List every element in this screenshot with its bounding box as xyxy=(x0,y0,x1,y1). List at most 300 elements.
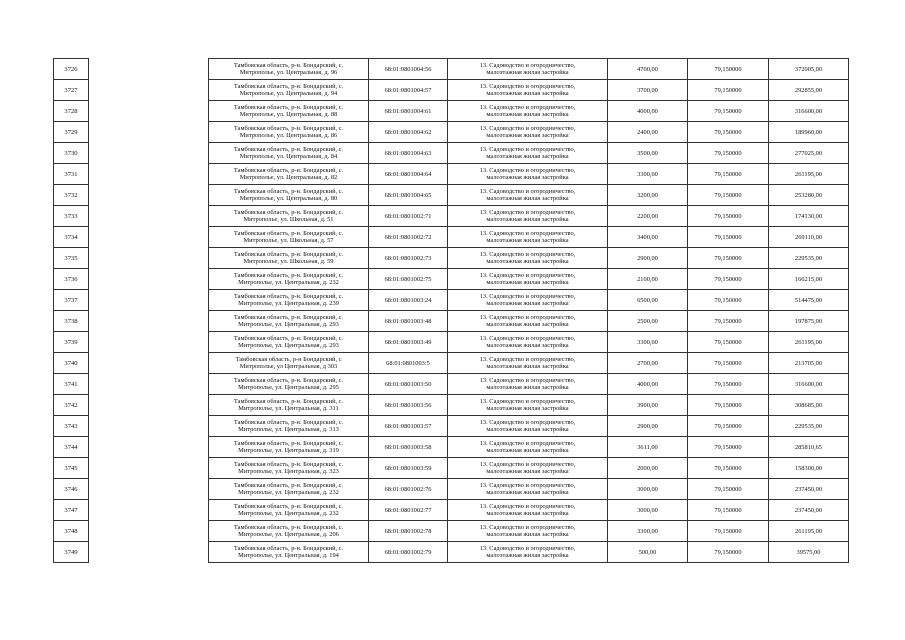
land-use-cell-text: 13. Садоводство и огородничество, xyxy=(479,251,576,258)
land-use-cell-text: малоэтажная жилая застройка xyxy=(486,90,569,97)
land-use-cell-text: 13. Садоводство и огородничество, xyxy=(479,482,576,489)
row-number-cell-text: 3736 xyxy=(64,275,78,283)
land-use-cell xyxy=(448,101,608,122)
rate-cell xyxy=(688,101,769,122)
area-cell-text: 2900,00 xyxy=(637,254,658,262)
cadastral-number-cell xyxy=(369,437,448,458)
land-use-cell-text: 13. Садоводство и огородничество, xyxy=(479,398,576,405)
address-cell-text: Тамбовская область, р-н. Бондарский, с. xyxy=(233,419,344,426)
row-number-row xyxy=(54,311,89,332)
rate-cell xyxy=(688,416,769,437)
cadastral-value-cell xyxy=(769,542,849,563)
area-cell xyxy=(608,353,688,374)
table-row xyxy=(209,101,849,122)
land-use-cell xyxy=(448,395,608,416)
land-use-cell-text: малоэтажная жилая застройка xyxy=(486,489,569,496)
rate-cell-text: 79,150000 xyxy=(714,380,742,388)
area-cell xyxy=(608,290,688,311)
cadastral-number-cell xyxy=(369,59,448,80)
cadastral-value-cell-text: 261195,00 xyxy=(795,527,822,535)
land-use-cell xyxy=(448,143,608,164)
address-cell xyxy=(209,479,369,500)
land-use-cell-text: малоэтажная жилая застройка xyxy=(486,216,569,223)
address-cell xyxy=(209,332,369,353)
row-number-cell-text: 3747 xyxy=(64,506,78,514)
area-cell xyxy=(608,437,688,458)
land-use-cell xyxy=(448,269,608,290)
area-cell-text: 3611,00 xyxy=(637,443,658,451)
land-use-cell xyxy=(448,248,608,269)
address-cell-text: Митрополье, ул Центральная, д 303 xyxy=(239,363,338,370)
cadastral-value-cell xyxy=(769,311,849,332)
cadastral-value-cell xyxy=(769,59,849,80)
row-number-cell xyxy=(54,101,89,122)
row-number-cell xyxy=(54,122,89,143)
row-number-cell xyxy=(54,458,89,479)
address-cell-text: Митрополье, ул. Центральная, д. 232 xyxy=(238,279,339,286)
table-row xyxy=(209,80,849,101)
address-cell-text: Митрополье, ул. Центральная, д. 206 xyxy=(238,531,339,538)
area-cell xyxy=(608,416,688,437)
land-use-cell xyxy=(448,353,608,374)
area-cell-text: 4700,00 xyxy=(637,65,658,73)
land-use-cell xyxy=(448,59,608,80)
cadastral-value-cell xyxy=(769,164,849,185)
row-number-row xyxy=(54,500,89,521)
row-number-cell-text: 3733 xyxy=(64,212,78,220)
cadastral-value-cell xyxy=(769,458,849,479)
area-cell xyxy=(608,374,688,395)
table-row xyxy=(209,185,849,206)
cadastral-value-cell-text: 213705,00 xyxy=(794,359,823,367)
rate-cell xyxy=(688,164,769,185)
row-number-cell-text: 3730 xyxy=(64,149,78,157)
cadastral-value-cell xyxy=(769,122,849,143)
address-cell xyxy=(209,542,369,563)
table-row xyxy=(209,59,849,80)
row-number-cell xyxy=(54,248,89,269)
row-number-cell-text: 3749 xyxy=(64,548,78,556)
cadastral-value-cell-text: 166215,00 xyxy=(794,275,823,283)
row-number-row xyxy=(54,164,89,185)
cadastral-value-cell-text: 316600,00 xyxy=(794,107,823,115)
area-cell-text: 500,00 xyxy=(638,548,657,556)
row-number-cell-text: 3741 xyxy=(64,380,78,388)
row-number-cell xyxy=(54,206,89,227)
area-cell xyxy=(608,458,688,479)
address-cell xyxy=(209,59,369,80)
cadastral-number-cell-text: 68:01:0801003:50 xyxy=(384,380,432,388)
address-cell-text: Митрополье, ул. Центральная, д. 80 xyxy=(239,195,338,202)
rate-cell xyxy=(688,458,769,479)
land-use-cell xyxy=(448,521,608,542)
land-use-cell xyxy=(448,185,608,206)
address-cell-text: Тамбовская область, р-н. Бондарский, с. xyxy=(233,230,344,237)
row-number-row xyxy=(54,521,89,542)
cadastral-number-cell-text: 68:01:0801004:61 xyxy=(384,107,432,115)
row-number-row xyxy=(54,332,89,353)
row-number-cell xyxy=(54,80,89,101)
address-cell-text: Митрополье, ул. Центральная, д. 295 xyxy=(238,384,339,391)
address-cell xyxy=(209,185,369,206)
land-use-cell-text: малоэтажная жилая застройка xyxy=(486,552,569,559)
cadastral-value-cell xyxy=(769,374,849,395)
address-cell-text: Тамбовская область, р-н. Бондарский, с. xyxy=(233,146,344,153)
area-cell-text: 2100,00 xyxy=(637,275,658,283)
land-use-cell xyxy=(448,290,608,311)
rate-cell xyxy=(688,80,769,101)
cadastral-value-cell-text: 237450,00 xyxy=(794,485,823,493)
cadastral-number-cell-text: 68:01:0801003:56 xyxy=(384,401,432,409)
address-cell xyxy=(209,311,369,332)
land-use-cell xyxy=(448,374,608,395)
rate-cell-text: 79,150000 xyxy=(714,359,742,367)
land-use-cell-text: малоэтажная жилая застройка xyxy=(486,342,569,349)
rate-cell-text: 79,150000 xyxy=(714,254,742,262)
row-number-cell-text: 3732 xyxy=(64,191,78,199)
cadastral-value-cell xyxy=(769,416,849,437)
row-number-cell xyxy=(54,143,89,164)
land-use-cell-text: малоэтажная жилая застройка xyxy=(486,321,569,328)
area-cell xyxy=(608,269,688,290)
area-cell-text: 2500,00 xyxy=(637,317,658,325)
land-use-cell xyxy=(448,206,608,227)
cadastral-number-cell-text: 68:01:0801002:73 xyxy=(384,254,432,262)
cadastral-number-cell-text: 68:01:0801003:58 xyxy=(384,443,432,451)
row-number-row xyxy=(54,290,89,311)
row-number-row xyxy=(54,59,89,80)
area-cell-text: 2000,00 xyxy=(637,464,658,472)
area-cell-text: 3000,00 xyxy=(637,506,658,514)
address-cell-text: Тамбовская область, р-н. Бондарский, с. xyxy=(233,524,344,531)
row-number-row xyxy=(54,101,89,122)
land-use-cell-text: малоэтажная жилая застройка xyxy=(486,132,569,139)
area-cell-text: 3500,00 xyxy=(637,149,658,157)
row-number-cell-text: 3738 xyxy=(64,317,78,325)
cadastral-number-cell xyxy=(369,248,448,269)
row-number-cell-text: 3735 xyxy=(64,254,78,262)
address-cell xyxy=(209,143,369,164)
cadastral-number-cell-text: 68:01:0801003:49 xyxy=(384,338,432,346)
table-row xyxy=(209,227,849,248)
cadastral-number-cell-text: 68:01:0801002:75 xyxy=(384,275,432,283)
rate-cell xyxy=(688,269,769,290)
land-use-cell-text: малоэтажная жилая застройка xyxy=(486,300,569,307)
table-row xyxy=(209,416,849,437)
table-row xyxy=(209,542,849,563)
cadastral-value-cell-text: 158300,00 xyxy=(794,464,823,472)
cadastral-value-cell-text: 514475,00 xyxy=(794,296,823,304)
area-cell xyxy=(608,101,688,122)
rate-cell-text: 79,150000 xyxy=(714,422,742,430)
land-use-cell xyxy=(448,311,608,332)
rate-cell-text: 79,150000 xyxy=(714,212,742,220)
cadastral-value-cell-text: 372005,00 xyxy=(794,65,823,73)
land-use-cell-text: 13. Садоводство и огородничество, xyxy=(479,335,576,342)
area-cell-text: 3400,00 xyxy=(637,233,658,241)
rate-cell-text: 79,150000 xyxy=(714,191,742,199)
row-number-cell xyxy=(54,290,89,311)
row-number-cell xyxy=(54,500,89,521)
rate-cell xyxy=(688,500,769,521)
area-cell xyxy=(608,521,688,542)
area-cell-text: 4000,00 xyxy=(637,380,658,388)
row-number-row xyxy=(54,479,89,500)
land-use-cell-text: малоэтажная жилая застройка xyxy=(486,174,569,181)
cadastral-number-cell-text: 68:01:0801002:76 xyxy=(384,485,432,493)
rate-cell xyxy=(688,353,769,374)
cadastral-value-cell xyxy=(769,143,849,164)
land-use-cell-text: 13. Садоводство и огородничество, xyxy=(479,356,576,363)
rate-cell-text: 79,150000 xyxy=(714,485,742,493)
rate-cell-text: 79,150000 xyxy=(714,338,742,346)
address-cell-text: Тамбовская область, р-н. Бондарский, с. xyxy=(233,167,344,174)
address-cell-text: Тамбовская область, р-н. Бондарский, с. xyxy=(233,272,344,279)
cadastral-number-cell xyxy=(369,311,448,332)
land-use-cell-text: малоэтажная жилая застройка xyxy=(486,258,569,265)
cadastral-number-cell-text: 68:01:0801004:62 xyxy=(384,128,432,136)
area-cell xyxy=(608,332,688,353)
address-cell-text: Тамбовская область, р-н. Бондарский, с. xyxy=(233,62,344,69)
cadastral-number-cell xyxy=(369,122,448,143)
address-cell-text: Митрополье, ул. Центральная, д. 313 xyxy=(238,426,339,433)
table-row xyxy=(209,122,849,143)
land-use-cell-text: 13. Садоводство и огородничество, xyxy=(479,461,576,468)
row-number-row xyxy=(54,80,89,101)
cadastral-value-cell xyxy=(769,227,849,248)
address-cell xyxy=(209,269,369,290)
land-use-cell-text: малоэтажная жилая застройка xyxy=(486,531,569,538)
area-cell-text: 2200,00 xyxy=(637,212,658,220)
cadastral-value-cell xyxy=(769,80,849,101)
table-row xyxy=(209,206,849,227)
address-cell-text: Тамбовская область, р-н. Бондарский, с. xyxy=(233,335,344,342)
cadastral-value-cell xyxy=(769,500,849,521)
cadastral-value-cell xyxy=(769,185,849,206)
cadastral-number-cell-text: 68:01:0801003:5 xyxy=(386,359,430,367)
row-number-cell-text: 3745 xyxy=(64,464,78,472)
cadastral-value-cell-text: 174130,00 xyxy=(794,212,823,220)
cadastral-value-cell-text: 292855,00 xyxy=(794,86,823,94)
land-use-cell-text: 13. Садоводство и огородничество, xyxy=(479,419,576,426)
cadastral-number-cell xyxy=(369,164,448,185)
table-row xyxy=(209,374,849,395)
cadastral-value-cell-text: 39575,00 xyxy=(796,548,821,556)
cadastral-value-cell xyxy=(769,395,849,416)
cadastral-number-cell xyxy=(369,458,448,479)
row-number-row xyxy=(54,542,89,563)
area-cell xyxy=(608,542,688,563)
land-use-cell-text: малоэтажная жилая застройка xyxy=(486,111,569,118)
land-use-cell-text: малоэтажная жилая застройка xyxy=(486,363,569,370)
rate-cell xyxy=(688,227,769,248)
area-cell xyxy=(608,479,688,500)
row-number-row xyxy=(54,185,89,206)
table-row xyxy=(209,269,849,290)
land-use-cell-text: 13. Садоводство и огородничество, xyxy=(479,440,576,447)
cadastral-number-cell xyxy=(369,290,448,311)
table-row xyxy=(209,290,849,311)
address-cell xyxy=(209,122,369,143)
address-cell xyxy=(209,458,369,479)
area-cell xyxy=(608,143,688,164)
address-cell xyxy=(209,80,369,101)
address-cell-text: Тамбовская область, р-н. Бондарский, с. xyxy=(233,188,344,195)
row-number-row xyxy=(54,437,89,458)
area-cell-text: 3900,00 xyxy=(637,401,658,409)
row-number-cell-text: 3731 xyxy=(64,170,78,178)
area-cell-text: 3000,00 xyxy=(637,485,658,493)
area-cell-text: 3300,00 xyxy=(637,338,658,346)
row-number-cell-text: 3728 xyxy=(64,107,78,115)
cadastral-value-cell-text: 229535,00 xyxy=(794,422,823,430)
address-cell xyxy=(209,500,369,521)
rate-cell xyxy=(688,185,769,206)
address-cell-text: Тамбовская область, р-н. Бондарский, с. xyxy=(233,83,344,90)
address-cell-text: Митрополье, ул. Центральная, д. 86 xyxy=(239,132,338,139)
land-use-cell-text: малоэтажная жилая застройка xyxy=(486,69,569,76)
address-cell-text: Тамбовская область, р-н. Бондарский, с. xyxy=(233,503,344,510)
land-use-cell-text: 13. Садоводство и огородничество, xyxy=(479,293,576,300)
cadastral-number-cell xyxy=(369,353,448,374)
address-cell-text: Митрополье, ул. Центральная, д. 94 xyxy=(239,90,338,97)
row-number-row xyxy=(54,269,89,290)
row-number-row xyxy=(54,143,89,164)
address-cell xyxy=(209,374,369,395)
table-row xyxy=(209,521,849,542)
address-cell xyxy=(209,248,369,269)
rate-cell xyxy=(688,290,769,311)
rate-cell xyxy=(688,143,769,164)
address-cell-text: Митрополье, ул. Школьная, д. 51 xyxy=(243,216,334,223)
row-number-cell xyxy=(54,311,89,332)
cadastral-value-cell-text: 253280,00 xyxy=(794,191,823,199)
area-cell-text: 2400,00 xyxy=(637,128,658,136)
land-use-cell xyxy=(448,458,608,479)
row-number-cell xyxy=(54,164,89,185)
cadastral-value-table xyxy=(208,58,849,563)
land-use-cell xyxy=(448,227,608,248)
address-cell-text: Тамбовская область, р-н. Бондарский, с. xyxy=(233,251,344,258)
cadastral-number-cell-text: 68:01:0801004:56 xyxy=(384,65,432,73)
address-cell xyxy=(209,353,369,374)
cadastral-number-cell-text: 68:01:0801004:57 xyxy=(384,86,432,94)
cadastral-number-cell-text: 68:01:0801003:48 xyxy=(384,317,432,325)
cadastral-number-cell xyxy=(369,542,448,563)
cadastral-number-cell-text: 68:01:0801004:64 xyxy=(384,170,432,178)
cadastral-number-cell-text: 68:01:0801002:72 xyxy=(384,233,432,241)
rate-cell xyxy=(688,479,769,500)
row-number-row xyxy=(54,122,89,143)
row-number-row xyxy=(54,227,89,248)
address-cell-text: Тамбовская область, р-н. Бондарский, с. xyxy=(233,398,344,405)
row-number-cell-text: 3740 xyxy=(64,359,78,367)
rate-cell-text: 79,150000 xyxy=(714,296,742,304)
cadastral-number-cell xyxy=(369,395,448,416)
land-use-cell-text: 13. Садоводство и огородничество, xyxy=(479,104,576,111)
cadastral-number-cell-text: 68:01:0801003:57 xyxy=(384,422,432,430)
rate-cell-text: 79,150000 xyxy=(714,548,742,556)
address-cell-text: Митрополье, ул. Центральная, д. 194 xyxy=(238,552,339,559)
row-number-cell xyxy=(54,59,89,80)
rate-cell-text: 79,150000 xyxy=(714,65,742,73)
land-use-cell-text: 13. Садоводство и огородничество, xyxy=(479,230,576,237)
land-use-cell xyxy=(448,437,608,458)
cadastral-number-cell xyxy=(369,227,448,248)
rate-cell xyxy=(688,542,769,563)
address-cell xyxy=(209,164,369,185)
row-number-cell xyxy=(54,332,89,353)
cadastral-value-cell-text: 197875,00 xyxy=(794,317,823,325)
land-use-cell-text: 13. Садоводство и огородничество, xyxy=(479,314,576,321)
cadastral-number-cell xyxy=(369,374,448,395)
row-number-cell-text: 3727 xyxy=(64,86,78,94)
address-cell xyxy=(209,521,369,542)
row-number-cell xyxy=(54,479,89,500)
cadastral-number-cell xyxy=(369,332,448,353)
area-cell xyxy=(608,500,688,521)
land-use-cell-text: малоэтажная жилая застройка xyxy=(486,426,569,433)
cadastral-value-cell xyxy=(769,332,849,353)
row-number-cell-text: 3742 xyxy=(64,401,78,409)
row-number-cell xyxy=(54,437,89,458)
land-use-cell xyxy=(448,542,608,563)
land-use-cell-text: 13. Садоводство и огородничество, xyxy=(479,545,576,552)
cadastral-value-cell xyxy=(769,269,849,290)
address-cell-text: Митрополье, ул. Центральная, д. 323 xyxy=(238,468,339,475)
rate-cell-text: 79,150000 xyxy=(714,233,742,241)
address-cell xyxy=(209,227,369,248)
address-cell-text: Митрополье, ул. Школьная, д. 57 xyxy=(243,237,334,244)
address-cell xyxy=(209,416,369,437)
cadastral-value-cell-text: 308685,00 xyxy=(794,401,823,409)
land-use-cell-text: малоэтажная жилая застройка xyxy=(486,510,569,517)
row-number-cell-text: 3734 xyxy=(64,233,78,241)
cadastral-number-cell xyxy=(369,101,448,122)
land-use-cell-text: малоэтажная жилая застройка xyxy=(486,447,569,454)
rate-cell-text: 79,150000 xyxy=(714,128,742,136)
land-use-cell xyxy=(448,122,608,143)
row-number-cell xyxy=(54,374,89,395)
land-use-cell-text: малоэтажная жилая застройка xyxy=(486,279,569,286)
area-cell-text: 6500,00 xyxy=(637,296,658,304)
cadastral-number-cell xyxy=(369,185,448,206)
cadastral-number-cell xyxy=(369,479,448,500)
rate-cell xyxy=(688,521,769,542)
table-row xyxy=(209,395,849,416)
row-number-cell xyxy=(54,227,89,248)
row-number-cell-text: 3729 xyxy=(64,128,78,136)
row-number-cell xyxy=(54,353,89,374)
cadastral-number-cell-text: 68:01:0801003:59 xyxy=(384,464,432,472)
area-cell xyxy=(608,59,688,80)
land-use-cell xyxy=(448,479,608,500)
cadastral-number-cell-text: 68:01:0801004:65 xyxy=(384,191,432,199)
address-cell-text: Митрополье, ул. Центральная, д. 84 xyxy=(239,153,338,160)
address-cell xyxy=(209,395,369,416)
area-cell-text: 3700,00 xyxy=(637,86,658,94)
area-cell-text: 3300,00 xyxy=(637,170,658,178)
area-cell-text: 3200,00 xyxy=(637,191,658,199)
table-row xyxy=(209,332,849,353)
address-cell-text: Тамбовская область, р-н. Бондарский, с. xyxy=(233,377,344,384)
cadastral-value-cell-text: 261195,00 xyxy=(795,338,822,346)
cadastral-value-cell-text: 285810,65 xyxy=(794,443,823,451)
address-cell-text: Тамбовская область, р-н. Бондарский, с. xyxy=(233,209,344,216)
land-use-cell xyxy=(448,416,608,437)
address-cell-text: Тамбовская область, р-н. Бондарский, с. xyxy=(233,293,344,300)
cadastral-number-cell xyxy=(369,500,448,521)
